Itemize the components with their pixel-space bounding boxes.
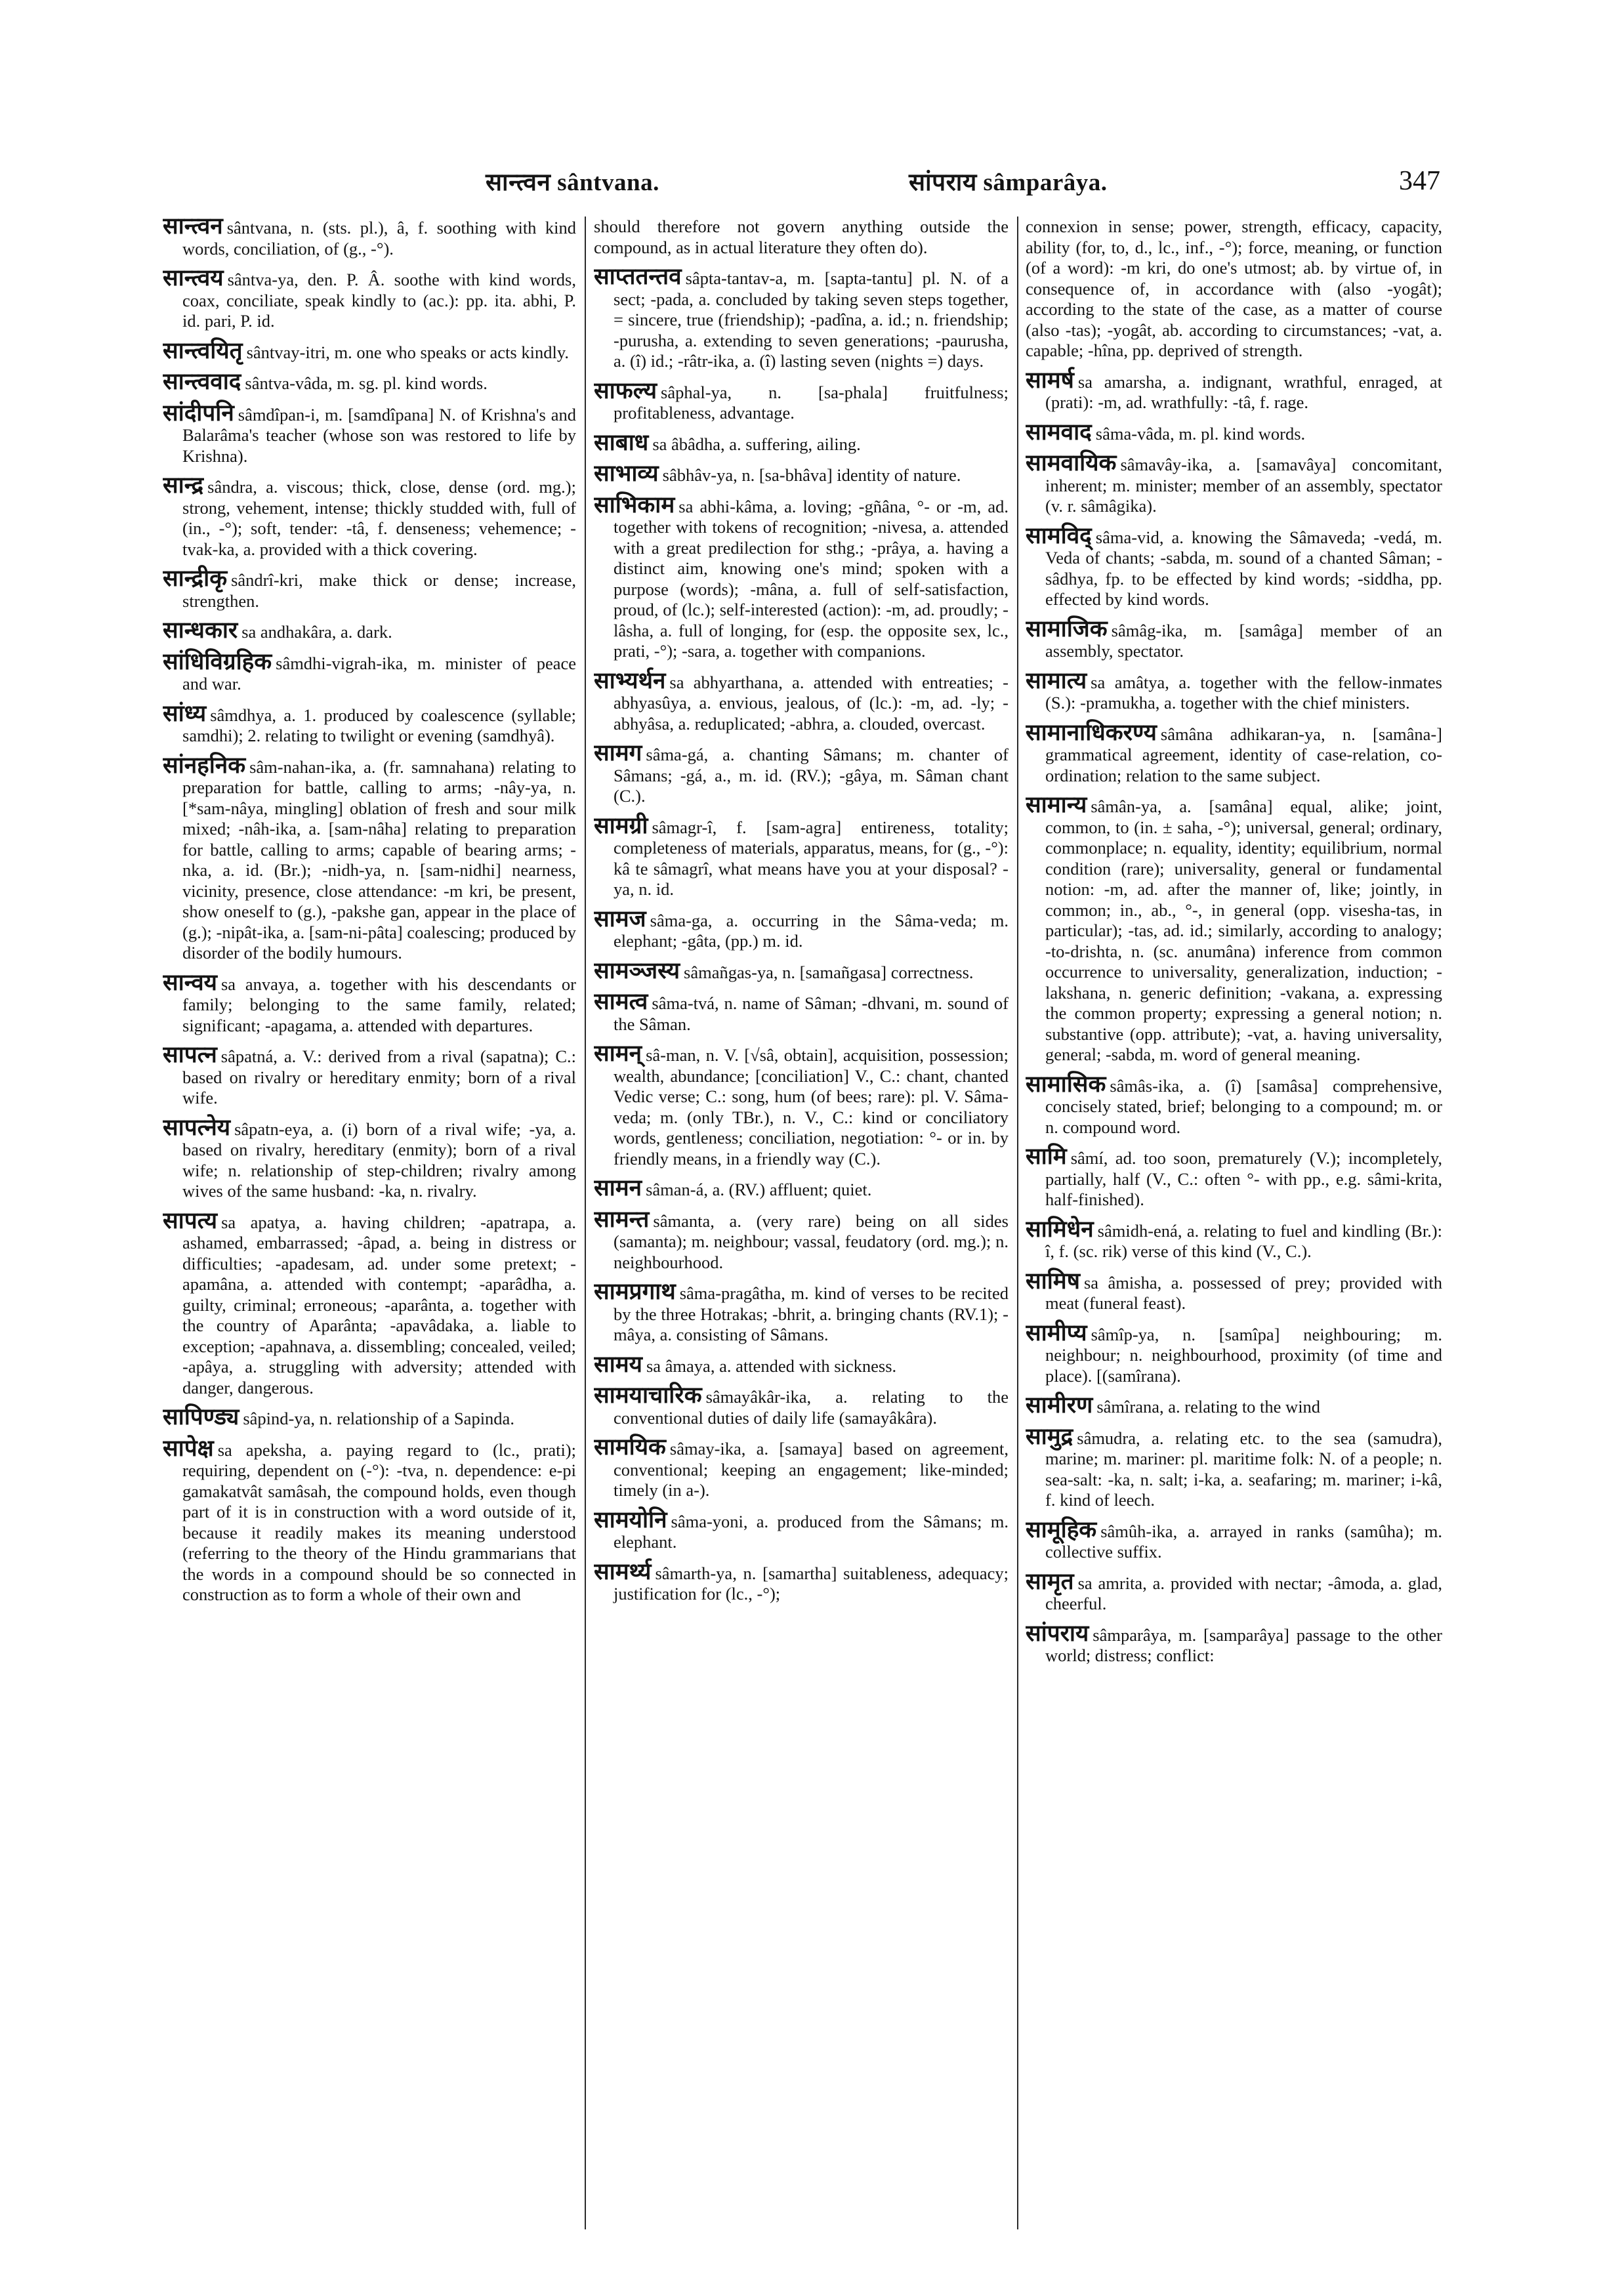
dictionary-entry (594, 1558, 1009, 1605)
dictionary-entry (163, 337, 576, 364)
entry-text: sâma-vâda, m. pl. kind words. (1095, 423, 1306, 444)
dictionary-entry (1026, 1423, 1442, 1511)
entry-headword: सापत्नेय (163, 1114, 231, 1141)
entry-headword: सान्धकार (163, 617, 238, 644)
entry-headword: सामविद् (1026, 522, 1092, 549)
entry-text: sâmudra, a. relating etc. to the sea (samudra), marine; m. mariner: pl. maritime folk: N. of a people; n. sea-salt: -ka, n. salt; i-ka, a. seafaring; m. mariner; i-kâ, f. kind of leech. (1045, 1428, 1442, 1510)
entry-headword: सामीप्य (1026, 1319, 1087, 1346)
dictionary-entry (1026, 522, 1442, 610)
entry-headword: सामाजिक (1026, 615, 1108, 642)
entry-headword: साभ्यर्थन (594, 667, 666, 694)
entry-text: sa âmisha, a. possessed of prey; provided with meat (funeral feast). (1045, 1272, 1442, 1313)
running-head-right: सांपराय sâmparâya. (909, 169, 1108, 196)
entry-text: sâmîp-ya, n. [samîpa] neighbouring; m. neighbour; n. neighbourhood, proximity (of time and place). [(samîrana). (1045, 1324, 1442, 1386)
dictionary-entry (163, 472, 576, 560)
dictionary-entry (163, 1207, 576, 1399)
dictionary-entry (1026, 1620, 1442, 1666)
entry-text: sâmidh-ená, a. relating to fuel and kindling (Br.): î, f. (sc. rik) verse of this kind (V., C.). (1045, 1220, 1442, 1261)
entry-headword: सान्त्वन (163, 217, 223, 239)
entry-headword: सामिष (1026, 1268, 1080, 1294)
entry-text: sâmîrana, a. relating to the wind (1096, 1397, 1321, 1416)
dictionary-entry (594, 491, 1009, 662)
entry-text: sâmdîpan-i, m. [samdîpana] N. of Krishna's and Balarâma's teacher (whose son was restored to life by Krishna). (182, 404, 576, 466)
entry-headword: सामूहिक (1026, 1516, 1097, 1543)
entry-headword: सामग (594, 740, 642, 766)
entry-text: sâmparâya, m. [samparâya] passage to the other world; distress; conflict: (1045, 1624, 1442, 1665)
entry-text: sa amrita, a. provided with nectar; -âmoda, a. glad, cheerful. (1045, 1573, 1442, 1613)
entry-headword: सामप्रगाथ (594, 1279, 676, 1305)
dictionary-entry (1026, 1568, 1442, 1615)
dictionary-entry (1026, 1216, 1442, 1262)
entry-text: sa amarsha, a. indignant, wrathful, enraged, at (prati): -m, ad. wrathfully: -tâ, f. rage. (1045, 371, 1442, 412)
entry-headword: सामि (1026, 1144, 1067, 1170)
entry-text: sâmavây-ika, a. [samavâya] concomitant, inherent; m. minister; member of an assembly, spectator (v. r. sâmâgika). (1045, 455, 1442, 516)
entry-headword: सान्द्रीकृ (163, 566, 228, 592)
entry-headword: सामिधेन (1026, 1216, 1094, 1243)
entry-text: sâpind-ya, n. relationship of a Sapinda. (243, 1409, 514, 1428)
entry-headword: सामवायिक (1026, 450, 1117, 476)
dictionary-entry (163, 752, 576, 964)
entry-text: sâmûh-ika, a. arrayed in ranks (samûha); m. collective suffix. (1045, 1521, 1442, 1561)
entry-text: sâmâg-ika, m. [samâga] member of an assembly, spectator. (1045, 620, 1442, 661)
entry-headword: साभाव्य (594, 461, 659, 487)
entry-headword: सांधिविग्रहिक (163, 648, 272, 675)
entry-headword: सापत्य (163, 1207, 218, 1234)
entry-text: sâma-yoni, a. produced from the Sâmans; m. elephant. (614, 1511, 1009, 1552)
entry-text: sa apeksha, a. paying regard to (lc., prati); requiring, dependent on (-°): -tva, n. dependence: e-pi gamakatvât samâsah, the compound holds, even though part of it is in construction with a word outside of it, because it readily makes its meaning understood (referring to the theory of the Hindu grammarians that the words in a compound should be so connected in construction as to form a whole of their own and (182, 1439, 576, 1604)
entry-text: should therefore not govern anything outside the compound, as in actual literature they often do). (594, 217, 1009, 257)
dictionary-entry (163, 1404, 576, 1430)
dictionary-entry (1026, 1319, 1442, 1387)
entry-headword: सामीरण (1026, 1392, 1093, 1418)
column-rule (585, 217, 586, 2229)
entry-headword: सांपराय (1026, 1620, 1089, 1647)
entry-headword: सापेक्ष (163, 1435, 214, 1462)
entry-headword: सामानाधिकरण्य (1026, 719, 1157, 746)
entry-text: sâmay-ika, a. [samaya] based on agreement, conventional; keeping an engagement; like-minded; timely (in a-). (614, 1439, 1009, 1500)
entry-headword: साबाध (594, 429, 649, 456)
dictionary-entry (163, 369, 576, 395)
entry-text: sa amâtya, a. together with the fellow-inmates (S.): -pramukha, a. together with the chief ministers. (1045, 672, 1442, 713)
dictionary-entry (163, 217, 576, 259)
entry-text: sâma-vid, a. knowing the Sâmaveda; -vedá, m. Veda of chants; -sabda, m. sound of a chanted Sâman; -sâdhya, fp. to be effected by kind words; -siddha, pp. effected by kind words. (1045, 527, 1442, 609)
entry-headword: सांदीपनि (163, 400, 234, 426)
entry-text: sântvay-itri, m. one who speaks or acts kindly. (246, 342, 569, 362)
entry-headword: सामञ्जस्य (594, 957, 680, 984)
entry-text: sâmanta, a. (very rare) being on all sides (samanta); m. neighbour; vassal, feudatory (ord. mg.); n. neighbourhood. (614, 1210, 1009, 1272)
entry-text: sâmayâkâr-ika, a. relating to the conventional duties of daily life (samayâkâra). (614, 1387, 1009, 1428)
dictionary-entry (163, 700, 576, 747)
entry-headword: सामात्य (1026, 667, 1087, 694)
dictionary-entry (1026, 615, 1442, 662)
entry-headword: सामर्थ्य (594, 1558, 652, 1585)
entry-text: sâma-gá, a. chanting Sâmans; m. chanter of Sâmans; -gá, a., m. id. (RV.); -gâya, m. Sâman chant (C.). (614, 745, 1009, 806)
entry-text: sa abhi-kâma, a. loving; -gñâna, °- or -m, ad. together with tokens of recognition; -nivesa, a. attended with a great predilection for sthg.; -prâya, a. having a distinct aim, knowing one's mind; spoken with a purpose (words); -mâna, a. full of self-satisfaction, proud, of (lc.); self-interested (action): -m, ad. proudly; -lâsha, a. full of longing, for (esp. the opposite sex, lc., prati, -°); -sara, a. together with companions. (614, 496, 1009, 661)
dictionary-entry (1026, 792, 1442, 1065)
entry-text: sa anvaya, a. together with his descendants or family; belonging to the same family, related; significant; -apagama, a. attended with departures. (182, 974, 576, 1035)
dictionary-entry (1026, 419, 1442, 445)
entry-text: sâmarth-ya, n. [samartha] suitableness, adequacy; justification for (lc., -°); (614, 1563, 1009, 1603)
dictionary-entry (1026, 217, 1442, 362)
dictionary-entry (594, 1506, 1009, 1553)
entry-headword: साभिकाम (594, 491, 675, 518)
entry-text: sâmdhi-vigrah-ika, m. minister of peace and war. (182, 653, 576, 693)
entry-text: sâmdhya, a. 1. produced by coalescence (syllable; samdhi); 2. relating to twilight or evening (samdhyâ). (182, 705, 576, 745)
entry-text: sâma-ga, a. occurring in the Sâma-veda; m. elephant; -gâta, (pp.) m. id. (614, 910, 1009, 951)
dictionary-entry (594, 377, 1009, 424)
dictionary-entry (594, 1351, 1009, 1378)
dictionary-column-2 (594, 217, 1009, 2233)
entry-headword: साफल्य (594, 377, 657, 404)
dictionary-entry (594, 812, 1009, 900)
entry-headword: सामृत (1026, 1568, 1074, 1595)
dictionary-entry (594, 667, 1009, 735)
dictionary-entry (594, 1206, 1009, 1273)
entry-text: sântva-vâda, m. sg. pl. kind words. (245, 373, 488, 393)
dictionary-entry (594, 264, 1009, 372)
entry-headword: सामान्य (1026, 792, 1087, 818)
entry-text: sâman-á, a. (RV.) affluent; quiet. (646, 1180, 872, 1199)
dictionary-entry (163, 1435, 576, 1605)
entry-text: sa âmaya, a. attended with sickness. (646, 1355, 897, 1376)
entry-text: sâma-tvá, n. name of Sâman; -dhvani, m. sound of the Sâman. (614, 993, 1009, 1034)
dictionary-entry (594, 1041, 1009, 1169)
dictionary-entry (594, 905, 1009, 952)
entry-text: sâmâna adhikaran-ya, n. [samâna-] grammatical agreement, identity of case-relation, co-ordination; relation to the same subject. (1045, 724, 1442, 785)
entry-headword: सामर्ष (1026, 367, 1074, 394)
dictionary-entry (163, 648, 576, 695)
entry-headword: सापत्न (163, 1042, 217, 1068)
dictionary-entry (594, 217, 1009, 258)
entry-text: sâmagr-î, f. [sam-agra] entireness, totality; completeness of materials, apparatus, means, for (g., -°): kâ te sâmagrî, what means have you at your disposal? -ya, n. id. (614, 817, 1009, 899)
entry-headword: सान्वय (163, 969, 217, 996)
dictionary-entry (1026, 1144, 1442, 1210)
entry-text: sâpta-tantav-a, m. [sapta-tantu] pl. N. of a sect; -pada, a. concluded by taking seven steps together, = sincere, true (friendship); -padîna, a. id.; n. friendship; -purusha, a. extending to seven generations; -paurusha, a. (î) id.; -râtr-ika, a. (î) lasting seven (nights =) days. (614, 268, 1009, 371)
dictionary-entry (1026, 1268, 1442, 1314)
entry-text: sâ-man, n. V. [√sâ, obtain], acquisition, possession; wealth, abundance; [conciliation] V., C.: chant, chanted Vedic verse; C.: song, hum (of bees; rare): pl. V. Sâma-veda; m. (only TBr.), n. V., C.: kind or conciliatory words, gentleness; conciliation, negotiation: °- or in. by friendly means, in a friendly way (C.). (614, 1045, 1009, 1168)
entry-text: sâpatná, a. V.: derived from a rival (sapatna); C.: based on rivalry or hereditary enmity; born of a rival wife. (182, 1046, 576, 1107)
entry-headword: सामय (594, 1351, 642, 1378)
entry-headword: सांनहनिक (163, 752, 246, 779)
dictionary-entry (1026, 367, 1442, 413)
entry-text: sâmí, ad. too soon, prematurely (V.); incompletely, partially, half (V., C.: often °- with pp., e.g. sâmi-krita, half-finished). (1045, 1148, 1442, 1209)
dictionary-entry (1026, 1071, 1442, 1138)
entry-headword: सान्त्वयितृ (163, 337, 243, 364)
entry-headword: साप्ततन्तव (594, 264, 682, 290)
entry-text: connexion in sense; power, strength, efficacy, capacity, ability (for, to, d., lc., inf., -°); force, meaning, or function (of a word): -m kri, do one's utmost; ab. by virtue of, in consequence of, in accordance with (also -yogât); according to the state of the case, as a matter of course (also -tas); -yogât, ab. according to circumstances; -vat, a. capable; -hîna, pp. deprived of strength. (1026, 217, 1442, 360)
entry-headword: सापिण्ड्य (163, 1404, 239, 1430)
dictionary-entry (163, 969, 576, 1037)
dictionary-entry (1026, 1516, 1442, 1563)
entry-headword: सामन (594, 1175, 642, 1201)
dictionary-column-1 (163, 217, 576, 2233)
entry-headword: सान्द्र (163, 472, 204, 499)
dictionary-entry (594, 957, 1009, 984)
entry-headword: सामवाद (1026, 419, 1092, 445)
entry-headword: सांध्य (163, 700, 207, 727)
entry-text: sa abhyarthana, a. attended with entreaties; -abhyasûya, a. envious, jealous, of (lc.): -m, ad. -ly; -abhyâsa, a. reduplicated; -abhra, a. clouded, overcast. (614, 672, 1009, 734)
entry-headword: सामयाचारिक (594, 1382, 702, 1409)
entry-headword: सामुद्र (1026, 1423, 1073, 1450)
entry-text: sâpatn-eya, a. (i) born of a rival wife; -ya, a. based on rivalry, hereditary (enmity); born of a rival wife; n. relationship of step-children; rivalry among wives of the same husband: -ka, n. rivalry. (182, 1119, 576, 1201)
entry-text: sântva-ya, den. P. Â. soothe with kind words, coax, conciliate, speak kindly to (ac.): pp. ita. abhi, P. id. pari, P. id. (182, 270, 576, 331)
entry-headword: सान्त्ववाद (163, 369, 241, 395)
entry-headword: सामग्री (594, 812, 648, 839)
dictionary-entry (163, 400, 576, 467)
entry-headword: सान्त्वय (163, 265, 224, 291)
column-rule (1017, 217, 1018, 2229)
dictionary-column-3 (1026, 217, 1442, 2233)
dictionary-entry (594, 461, 1009, 487)
entry-headword: सामयोनि (594, 1506, 667, 1533)
entry-text: sâphal-ya, n. [sa-phala] fruitfulness; profitableness, advantage. (614, 382, 1009, 423)
dictionary-entry (1026, 719, 1442, 787)
entry-text: sa andhakâra, a. dark. (241, 622, 392, 642)
entry-headword: सामत्व (594, 989, 648, 1015)
dictionary-entry (163, 1114, 576, 1202)
entry-text: sâmañgas-ya, n. [samañgasa] correctness. (684, 962, 974, 982)
page-number: 347 (1399, 166, 1440, 196)
dictionary-entry (1026, 1392, 1442, 1418)
entry-text: sâmân-ya, a. [samâna] equal, alike; joint, common, to (in. ± saha, -°); universal, general; ordinary, commonplace; n. equality, identity; equilibrium, normal condition (rare); universality, general or fundamental notion: -m, ad. after the manner of, like; jointly, in common; in., ab., °-, in general (opp. visesha-tas, in particular); -tas, ad. id.; similarly, according to analogy; -to-drishta, n. (sc. anumâna) inference from common occurrence to universality, generalization, induction; -lakshana, n. generic definition; -vakana, a. expressing the common property; expressing a general notion; n. substantive (opp. attribute); -vat, a. having universality, general; -sabda, m. word of general meaning. (1045, 796, 1442, 1064)
dictionary-entry (594, 740, 1009, 807)
dictionary-entry (163, 1042, 576, 1109)
entry-text: sândra, a. viscous; thick, close, dense (ord. mg.); strong, vehement, intense; thickly studded with, full of (in., -°); soft, tender: -tâ, f. denseness; vehemence; -tvak-ka, a. provided with a thick covering. (182, 477, 576, 559)
dictionary-entry (594, 1279, 1009, 1346)
dictionary-entry (1026, 667, 1442, 714)
entry-headword: सामासिक (1026, 1071, 1106, 1098)
dictionary-entry (594, 429, 1009, 456)
dictionary-entry (594, 1434, 1009, 1501)
dictionary-entry (163, 617, 576, 644)
dictionary-entry (1026, 450, 1442, 517)
entry-text: sa apatya, a. having children; -apatrapa, a. ashamed, embarrassed; -âpad, a. being in distress or difficulties; -apadesam, ad. under some pretext; -apamâna, a. attended with contempt; -aparâdha, a. guilty, criminal; erroneous; -aparânta, a. together with the country of Aparânta; -apavâdaka, a. liable to exception; -apahnava, a. dissembling; concealed, veiled; -apâya, a. struggling with adversity; attended with danger, dangerous. (182, 1212, 576, 1397)
dictionary-entry (163, 566, 576, 611)
entry-headword: सामयिक (594, 1434, 666, 1460)
entry-text: sâma-pragâtha, m. kind of verses to be recited by the three Hotrakas; -bhrit, a. bringing chants (RV.1); -mâya, a. consisting of Sâmans. (614, 1283, 1009, 1344)
running-head-left: सान्त्वन sântvana. (486, 169, 659, 196)
entry-headword: सामन्त (594, 1206, 650, 1233)
entry-text: sâmâs-ika, a. (î) [samâsa] comprehensive, concisely stated, brief; belonging to a compound; m. or n. compound word. (1045, 1075, 1442, 1137)
entry-text: sâm-nahan-ika, a. (fr. samnahana) relating to preparation for battle, calling to arms; -nây-ya, n. [*sam-nâya, mingling] oblation of fresh and sour milk mixed; -nâh-ika, a. [sam-nâha] relating to preparation for battle, calling to arms; capable of bearing arms; -nka, a. id. (Br.); -nidh-ya, n. [sam-nidhi] nearness, vicinity, presence, close attendance: -m kri, be present, show oneself to (g.), -pakshe gan, appear in the place of (g.); -nipât-ika, a. [sam-ni-pâta] coalescing; produced by disorder of the bodily humours. (182, 756, 576, 962)
dictionary-entry (594, 1382, 1009, 1428)
dictionary-entry (594, 1175, 1009, 1201)
entry-text: sa âbâdha, a. suffering, ailing. (652, 434, 861, 454)
entry-headword: सामज (594, 905, 646, 932)
entry-text: sântvana, n. (sts. pl.), â, f. soothing with kind words, conciliation, of (g., -°). (182, 218, 576, 258)
dictionary-entry (594, 989, 1009, 1035)
entry-text: sândrî-kri, make thick or dense; increase, strengthen. (182, 570, 576, 611)
entry-headword: सामन् (594, 1041, 642, 1067)
entry-text: sâbhâv-ya, n. [sa-bhâva] identity of nature. (662, 465, 961, 485)
dictionary-entry (163, 265, 576, 332)
